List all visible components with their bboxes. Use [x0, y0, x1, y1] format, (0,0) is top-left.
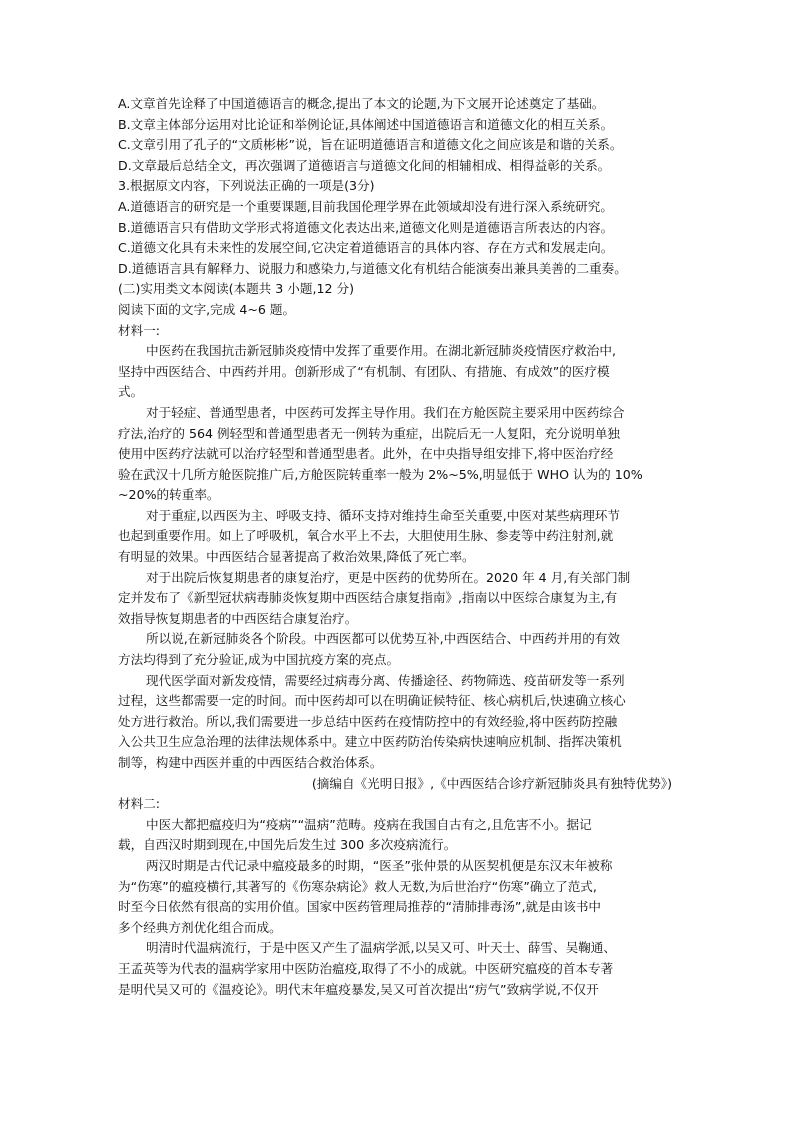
text-line: ~20%的转重率。 [118, 487, 220, 503]
text-line: 处方进行救治。所以,我们需要进一步总结中医药在疫情防控中的有效经验,将中医药防控融 [118, 713, 618, 729]
text-line: 载，自西汉时期到现在,中国先后发生过 300 多次疫病流行。 [118, 837, 457, 853]
text-line: 时至今日依然有很高的实用价值。国家中医药管理局推荐的“清肺排毒汤”,就是由该书中 [118, 899, 602, 915]
text-line: 多个经典方剂优化组合而成。 [118, 919, 282, 935]
text-line: 为“伤寒”的瘟疫横行,其著写的《伤寒杂病论》救人无数,为后世治疗“伤寒”确立了范式, [118, 878, 597, 894]
text-line: 使用中医药疗法就可以治疗轻型和普通型患者。此外，在中央指导组安排下,将中医治疗经 [118, 446, 614, 462]
material-2-label: 材料二: [118, 796, 161, 812]
text-line: 验在武汉十几所方舱医院推广后,方舱医院转重率一般为 2%~5%,明显低于 WHO 认为的 10% [118, 466, 643, 482]
material-1-body [118, 341, 678, 773]
material-1-source: (摘编自《光明日报》,《中西医结合诊疗新冠肺炎具有独特优势》) [311, 775, 672, 791]
text-line: 效指导恢复期患者的中西医结合康复治疗。 [118, 610, 358, 626]
document-page [118, 94, 678, 1000]
answer-option: C.文章引用了孔子的“文质彬彬”说，旨在证明道德语言和道德文化之间应该是和谐的关系。 [118, 137, 623, 153]
text-line: 也起到重要作用。如上了呼吸机，氧合水平上不去，大胆使用生脉、参麦等中药注射剂,就 [118, 528, 614, 544]
text-line: 是明代吴又可的《温疫论》。明代末年瘟疫暴发,吴又可首次提出“疠气”致病学说,不仅开 [118, 981, 599, 997]
answer-option: D.文章最后总结全文，再次强调了道德语言与道德文化间的相辅相成、相得益彰的关系。 [118, 157, 611, 173]
text-line: 对于重症,以西医为主、呼吸支持、循环支持对维持生命至关重要,中医对某些病理环节 [146, 507, 620, 523]
text-line: 明清时代温病流行，于是中医又产生了温病学派,以吴又可、叶天士、薛雪、吴鞠通、 [146, 940, 616, 956]
answer-option: A.道德语言的研究是一个重要课题,目前我国伦理学界在此领域却没有进行深入系统研究。 [118, 198, 613, 214]
material-1-label: 材料一: [118, 322, 161, 338]
text-line: 制等，构建中西医并重的中西医结合救治体系。 [118, 755, 383, 770]
answer-option: C.道德文化具有未来性的发展空间,它决定着道德语言的具体内容、存在方式和发展走向。 [118, 240, 614, 256]
reading-instruction: 阅读下面的文字,完成 4~6 题。 [118, 301, 296, 317]
text-line: 疗法,治疗的 564 例轻型和普通型患者无一例转为重症，出院后无一人复阳，充分说明单独 [118, 425, 621, 441]
text-line: 入公共卫生应急治理的法律法规体系中。建立中医药防治传染病快速响应机制、指挥决策机 [118, 734, 622, 750]
section-heading: (二)实用类文本阅读(本题共 3 小题,12 分) [118, 281, 355, 297]
text-line: 定并发布了《新型冠状病毒肺炎恢复期中西医结合康复指南》,指南以中医综合康复为主,有 [118, 590, 618, 606]
text-line: 现代医学面对新发疫情，需要经过病毒分离、传播途径、药物筛选、疫苗研发等一系列 [146, 672, 625, 688]
text-line: 王孟英等为代表的温病学家用中医防治瘟疫,取得了不小的成就。中医研究瘟疫的首本专著 [118, 960, 614, 976]
question-3-stem: 3.根据原文内容，下列说法正确的一项是(3分) [118, 178, 375, 194]
text-line: 所以说,在新冠肺炎各个阶段。中西医都可以优势互补,中西医结合、中西药并用的有效 [146, 631, 620, 647]
text-line: 两汉时期是古代记录中瘟疫最多的时期，“医圣”张仲景的从医契机便是东汉末年被称 [146, 857, 613, 873]
answer-option: B.文章主体部分运用对比论证和举例论证,具体阐述中国道德语言和道德文化的相互关系。 [118, 116, 614, 132]
text-line: 有明显的效果。中西医结合显著提高了救治效果,降低了死亡率。 [118, 549, 475, 565]
text-line: 对于轻症、普通型患者，中医药可发挥主导作用。我们在方舱医院主要采用中医药综合 [146, 404, 625, 420]
material-2-body [118, 815, 678, 1000]
text-line: 对于出院后恢复期患者的康复治疗，更是中医药的优势所在。2020 年 4 月,有关部门制 [146, 569, 631, 585]
question-3-options [118, 197, 678, 279]
question-2-options [118, 94, 678, 176]
text-line: 中医药在我国抗击新冠肺炎疫情中发挥了重要作用。在湖北新冠肺炎疫情医疗救治中, [146, 343, 616, 359]
answer-option: D.道德语言具有解释力、说服力和感染力,与道德文化有机结合能演奏出兼具美善的二重奏。 [118, 260, 627, 276]
text-line: 方法均得到了充分验证,成为中国抗疫方案的亮点。 [118, 652, 400, 668]
answer-option: B.道德语言只有借助文学形式将道德文化表达出来,道德文化则是道德语言所表达的内容。 [118, 219, 614, 235]
text-line: 式。 [118, 384, 144, 400]
answer-option: A.文章首先诠释了中国道德语言的概念,提出了本文的论题,为下文展开论述奠定了基础。 [118, 96, 605, 111]
text-line: 过程，这些都需要一定的时间。而中医药却可以在明确证候特征、核心病机后,快速确立核心 [118, 693, 626, 709]
text-line: 中医大都把瘟疫归为“疫病”“温病”范畴。疫病在我国自古有之,且危害不小。据记 [146, 816, 592, 832]
text-line: 坚持中西医结合、中西药并用。创新形成了“有机制、有团队、有措施、有成效”的医疗模 [118, 363, 610, 379]
